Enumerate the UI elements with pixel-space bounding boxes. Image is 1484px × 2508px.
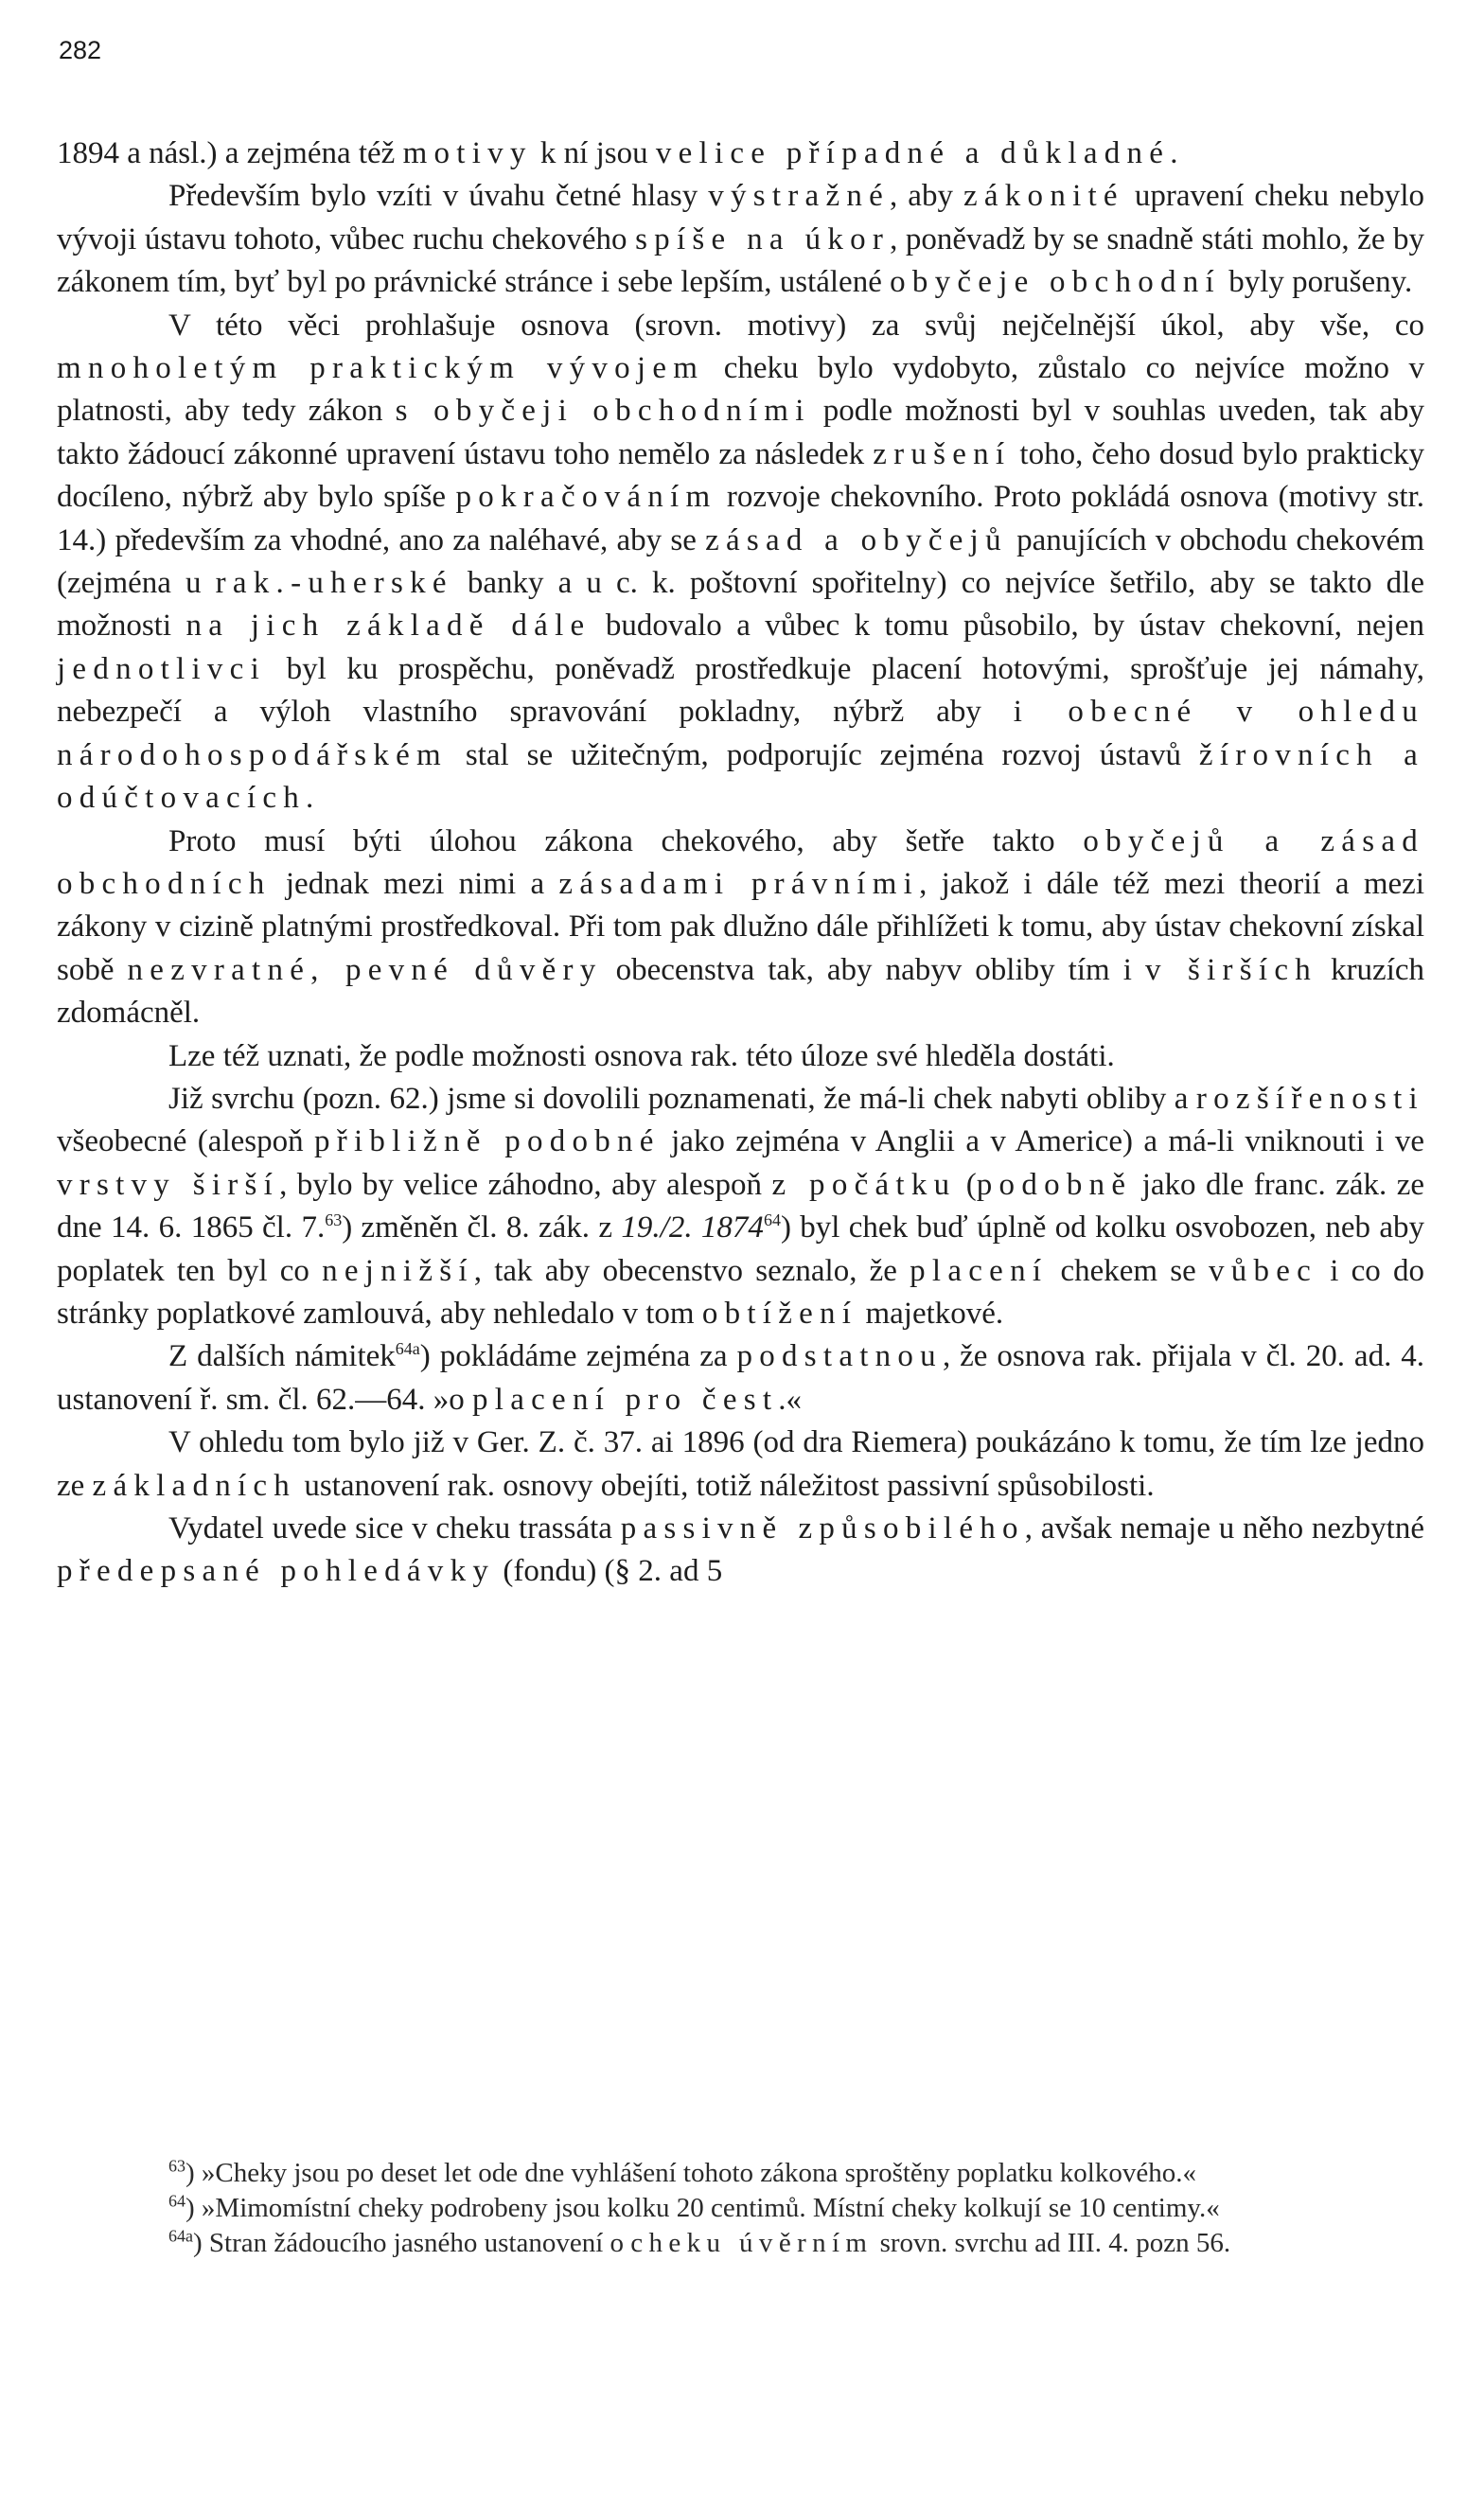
footnote-run: 64 [168,2191,186,2211]
text-run: , avšak nemaje u něho nezbytné [1024,1511,1424,1545]
text-run: základních [92,1468,297,1503]
text-run: obecenstva tak, aby nabyv obliby tím i [602,952,1145,987]
text-run: , jakož i dále též mezi theorií a mezi zákony v cizině platnými prostředkoval. Při tom pak dlužno dále přihlížeti k tomu, aby ústav chekovní získal sobě [57,866,1424,987]
text-run: Lze též uznati, že podle možnosti osnova rak. této úloze své hleděla dostáti. [168,1038,1115,1073]
text-run: V této věci prohlašuje osnova (srovn. motivy) za svůj nejčelnější úkol, aby vše, co [168,308,1424,343]
text-run: jednotlivci [57,651,266,686]
footnote-run: ) »Cheky jsou po deset let ode dne vyhlášení tohoto zákona sproštěny poplatku kolkového.« [186,2158,1196,2188]
text-run: nezvratné, pevné důvěry [127,952,603,987]
text-run: podle možnosti byl v souhlas uveden, tak aby takto žádoucí zákonné upravení ústavu toho nemělo za následek [57,394,1424,471]
text-run: 63 [325,1210,343,1230]
text-run: i obecné v ohledu národohospodářském [57,695,1424,772]
text-run: , že osnova rak. přijala v čl. 20. ad. 4. ustanovení ř. sm. čl. 62.—64. »o [57,1339,1424,1417]
text-run: V ohledu tom bylo již v Ger. Z. č. 37. ai 1896 (od dra Riemera) poukázáno k tomu, že tím lze jedno ze [57,1425,1424,1503]
text-run: (fondu) (§ 2. ad 5 [495,1554,723,1589]
text-run: i co do stránky poplatkové zamlouvá, aby nehledalo v tom [57,1253,1424,1331]
text-run: všeobecné (alespoň [57,1124,314,1159]
text-run: 64 [763,1210,781,1230]
text-run: 19./2. 1874 [621,1210,764,1245]
text-run: panujících v obchodu chekovém (zejména u [57,522,1424,601]
footnotes [57,2156,1424,2261]
text-run: ) změněn čl. 8. zák. z [342,1210,622,1245]
text-run: zásadami právními [558,866,920,901]
text-run: motivy [402,136,533,170]
text-run: , bylo by velice záhodno, aby alespoň [279,1167,772,1202]
text-run: majetkové. [857,1296,1004,1331]
text-run: Vydatel uvede sice v cheku trassáta [168,1511,621,1545]
paragraph-4 [57,821,1424,1035]
paragraph-5 [57,1035,1424,1078]
footnote-64 [57,2191,1424,2226]
paragraph-3 [57,305,1424,821]
text-run: pokračováním [455,480,717,515]
footnote-run: 63 [168,2156,186,2176]
text-run: placení pro čest [472,1382,779,1417]
text-run: banky a u c. k. poštovní spořitelny) co nejvíce šetřilo, aby se takto dle možnosti [57,566,1424,644]
paragraph-6 [57,1078,1424,1335]
text-run: vrstvy širší [57,1167,280,1202]
text-run: ( [956,1167,977,1202]
text-run: Již svrchu (pozn. 62.) jsme si dovolili poznamenati, že má-li chek nabyti obliby a [168,1081,1196,1116]
text-run: cheku bylo vydobyto, zůstalo co nejvíce možno v platnosti, aby tedy zákon [57,351,1424,429]
text-run: na jich základě dále [186,609,592,644]
text-run: budovalo a vůbec k tomu působilo, by ústav chekovní, nejen [591,609,1424,644]
body-text [57,132,1424,1594]
paragraph-2 [57,175,1424,304]
text-run: obyčeje obchodní [890,265,1221,300]
text-run: byl ku prospěchu, poněvadž prostředkuje placení hotovými, sprošťuje jej námahy, nebezpečí a výloh vlastního spravování pokladny, nýbrž aby [57,651,1424,730]
text-run: kruzích zdomácněl. [57,952,1425,1031]
text-run: jako dle franc. zák. ze dne 14. 6. 1865 čl. 7. [57,1167,1425,1245]
text-run: mnoholetým praktickým vývojem [57,351,705,386]
text-run: , tak aby obecenstvo seznalo, že [473,1253,910,1288]
footnote-run: ) »Mimomístní cheky podrobeny jsou kolku 20 centimů. Místní cheky kolkují se 10 centimy.« [186,2193,1220,2223]
text-run: Proto musí býti úlohou zákona chekového, aby šetře takto [168,823,1084,858]
text-run: podobně [976,1167,1133,1202]
text-run: jednak mezi nimi a [271,866,559,901]
text-run: ) byl chek buď úplně od kolku osvobozen, neb aby poplatek ten byl co [57,1210,1425,1288]
text-run: ) pokládáme zejména za [419,1339,737,1374]
text-run: nejnižší [322,1253,474,1288]
text-run: Z dalších námitek [168,1339,396,1374]
text-run: , aby [890,179,963,214]
footnote-run: 64a [168,2226,193,2246]
text-run: s obyčeji obchodními [395,394,811,429]
text-run: passivně způsobilého [620,1511,1025,1545]
footnote-63 [57,2156,1424,2191]
text-run: z počátku [771,1167,957,1202]
text-run: rozvoje chekovního. Proto pokládá osnova (motivy str. 14.) především za vhodné, ano za naléhavé, aby se [57,480,1424,557]
footnote-run: cheku úvěrním [630,2228,874,2258]
footnote-run: ) Stran žádoucího jasného ustanovení o [193,2228,631,2258]
footnote-64a [57,2226,1424,2261]
page-number: 282 [59,36,102,64]
text-run: jako zejména v Anglii a v Americe) a má-li vniknouti i ve [660,1124,1424,1159]
text-run: obyčejů a zásad obchodních [57,823,1424,901]
text-run: placení [910,1253,1049,1288]
text-run: .« [778,1382,803,1417]
text-run: přibližně podobné [313,1124,661,1159]
text-run: upravení cheku nebylo vývoji ústavu tohoto, vůbec ruchu chekového [57,179,1424,256]
text-run: zásad a obyčejů [705,522,1008,557]
text-run: toho, čeho dosud bylo prakticky docíleno, nýbrž aby bylo spíše [57,436,1424,515]
text-run: v širších [1144,952,1318,987]
text-run: . [1170,136,1178,170]
text-run: rak.-uherské [215,566,453,601]
text-run: spíše na úkor [635,221,891,256]
text-run: zákonité [963,179,1124,214]
text-run: 1894 a násl.) a zejména též [57,136,403,170]
text-run: k ní jsou [532,136,656,170]
paragraph-9 [57,1508,1424,1594]
text-run: zrušení [873,436,1012,471]
text-run: žírovních a odúčtovacích [57,737,1424,816]
paragraph-7 [57,1335,1424,1422]
text-run: , poněvadž by se snadně státi mohlo, že by zákonem tím, byť byl po právnické stránce i sebe lepším, ustálené [57,221,1424,300]
text-run: byly porušeny. [1220,265,1413,300]
text-run: vůbec [1208,1253,1318,1288]
text-run: Především bylo vzíti v úvahu četné hlasy [168,179,709,214]
text-run: podstatnou [736,1339,943,1374]
text-run: stal se užitečným, podporujíc zejména rozvoj ústavů [447,737,1199,772]
text-run: rozšířenosti [1195,1081,1424,1116]
text-run: velice případné a důkladné [655,136,1171,170]
text-run: obtížení [701,1296,858,1331]
footnote-run: srovn. svrchu ad III. 4. pozn 56. [873,2228,1231,2258]
text-run: . [306,781,314,816]
text-run: předepsané pohledávky [57,1554,496,1589]
text-run: výstražné [708,179,891,214]
paragraph-8 [57,1422,1424,1508]
text-run: ustanovení rak. osnovy obejíti, totiž náležitost passivní spůsobilosti. [296,1468,1155,1503]
paragraph-1 [57,132,1424,175]
text-run: chekem se [1048,1253,1209,1288]
text-run: 64a [395,1339,420,1359]
